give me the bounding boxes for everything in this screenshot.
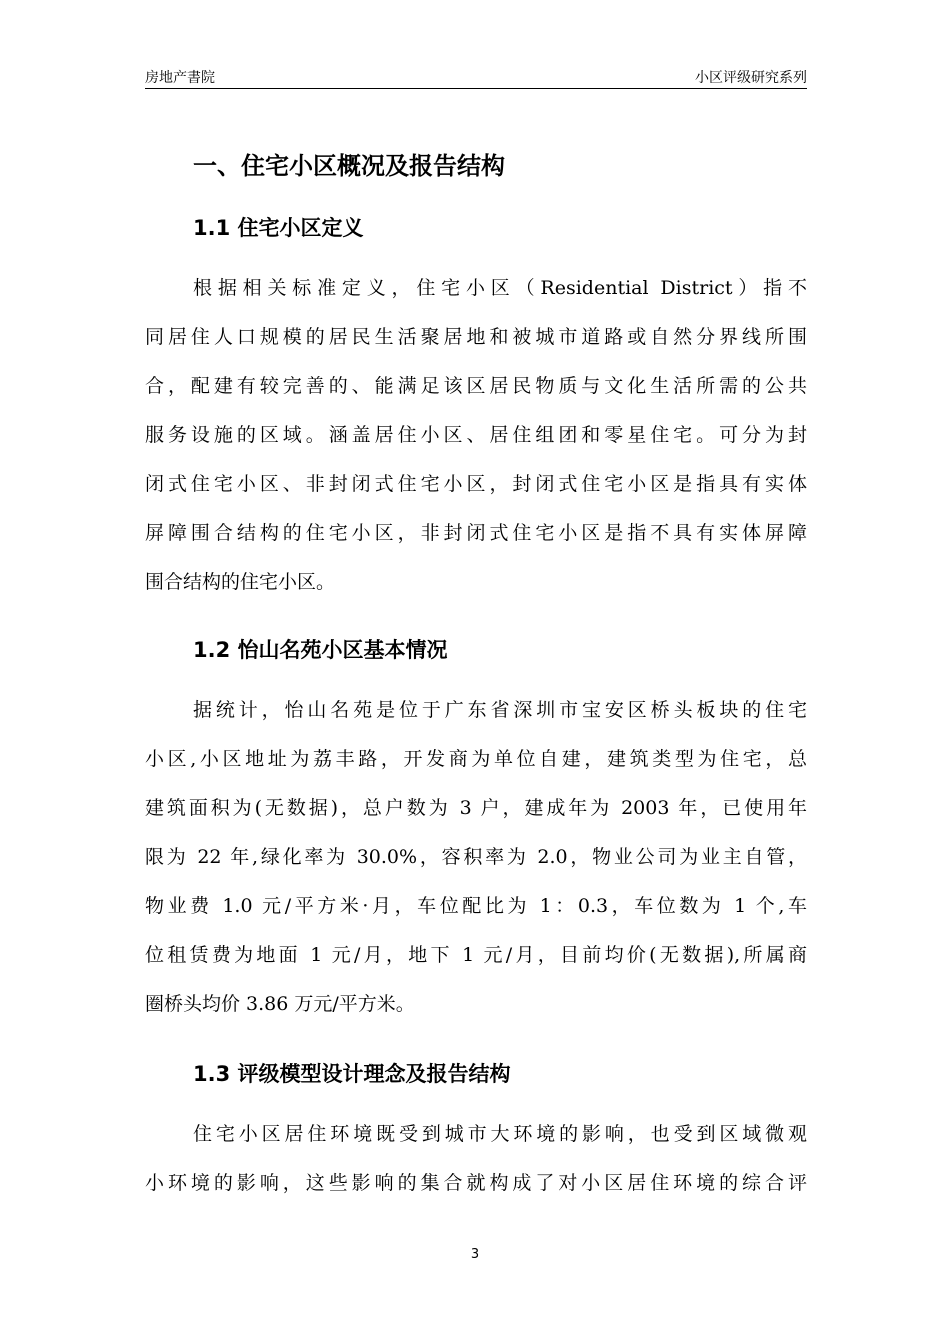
paragraph-model-design (145, 1110, 807, 1208)
paragraph-line: 住宅小区居住环境既受到城市大环境的影响，也受到区域微观 (193, 1123, 807, 1145)
header-series: 小区评级研究系列 (695, 70, 807, 86)
paragraph-line: 限为 22 年,绿化率为 30.0%，容积率为 2.0，物业公司为业主自管， (145, 846, 807, 868)
heading-1-2: 1.2 怡山名苑小区基本情况 (193, 638, 448, 662)
paragraph-line: 小区,小区地址为荔丰路，开发商为单位自建，建筑类型为住宅，总 (145, 748, 807, 770)
paragraph-line: 合，配建有较完善的、能满足该区居民物质与文化生活所需的公共 (145, 375, 807, 397)
paragraph-definition (145, 264, 807, 607)
page-number: 3 (470, 1247, 480, 1262)
paragraph-line: 小环境的影响，这些影响的集合就构成了对小区居住环境的综合评 (145, 1172, 807, 1194)
paragraph-line: 位租赁费为地面 1 元/月，地下 1 元/月，目前均价(无数据),所属商 (145, 944, 807, 966)
paragraph-line: 建筑面积为(无数据)，总户数为 3 户，建成年为 2003 年，已使用年 (145, 797, 807, 819)
page-header (145, 66, 807, 89)
paragraph-line: 圈桥头均价 3.86 万元/平方米。 (145, 993, 415, 1015)
paragraph-line: 服务设施的区域。涵盖居住小区、居住组团和零星住宅。可分为封 (145, 424, 807, 446)
paragraph-line: 根据相关标准定义，住宅小区（Residential District）指不 (193, 277, 807, 299)
paragraph-line: 据统计，怡山名苑是位于广东省深圳市宝安区桥头板块的住宅 (193, 699, 807, 721)
paragraph-line: 物业费 1.0 元/平方米·月，车位配比为 1：0.3，车位数为 1 个,车 (145, 895, 807, 917)
header-publisher: 房地产書院 (145, 70, 215, 86)
paragraph-line: 闭式住宅小区、非封闭式住宅小区，封闭式住宅小区是指具有实体 (145, 473, 807, 495)
heading-1-1: 1.1 住宅小区定义 (193, 216, 364, 240)
section-title: 一、住宅小区概况及报告结构 (193, 152, 505, 180)
heading-1-3: 1.3 评级模型设计理念及报告结构 (193, 1062, 511, 1086)
paragraph-line: 屏障围合结构的住宅小区，非封闭式住宅小区是指不具有实体屏障 (145, 522, 807, 544)
paragraph-basic-info (145, 686, 807, 1029)
paragraph-line: 围合结构的住宅小区。 (145, 571, 336, 593)
paragraph-line: 同居住人口规模的居民生活聚居地和被城市道路或自然分界线所围 (145, 326, 807, 348)
